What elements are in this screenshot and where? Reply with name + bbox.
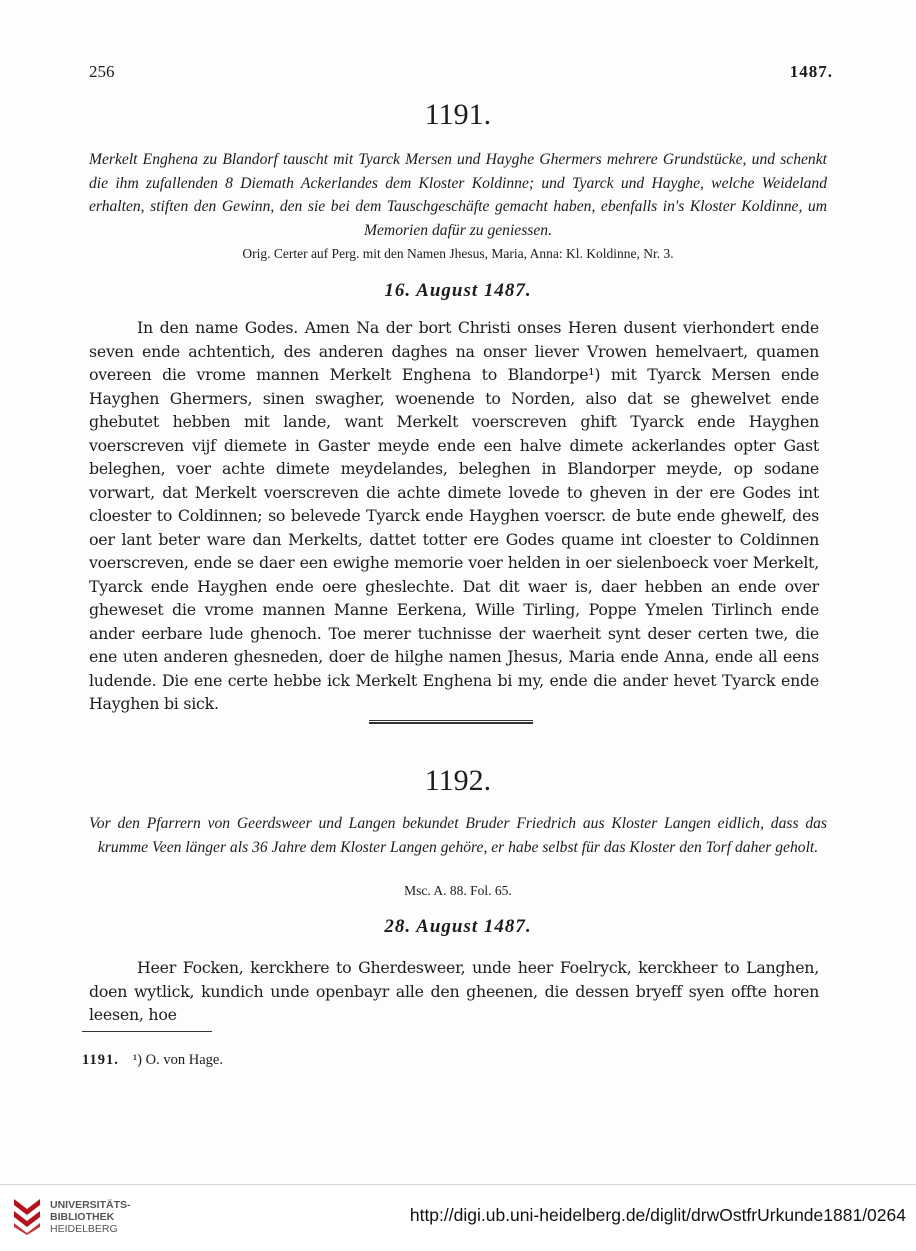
section-divider [369, 720, 533, 724]
summary-1192: Vor den Pfarrern von Geerdsweer und Langen bekundet Bruder Friedrich aus Kloster Langen eidlich, dass das krumme Veen länger als 36 Jahre dem Kloster Langen gehöre, er habe selbst für das Kloster den Torf daher geholt. [89, 815, 827, 856]
footnote-text: ¹) O. von Hage. [132, 1052, 223, 1068]
page-number: 256 [89, 62, 115, 81]
date-1192: 28. August 1487. [384, 916, 532, 937]
footnote [82, 1052, 223, 1069]
body-text-1192 [89, 956, 819, 1027]
charter-text-1191: In den name Godes. Amen Na der bort Christi onses Heren dusent vierhondert ende seven ende achtentich, des anderen daghes na onser liever Vrowen hemelvaert, quamen overeen die vrome mannen Merkelt Enghena to Blandorpe¹) mit Tyarck Mersen ende Hayghen Ghermers, sinen swagher, woenende to Norden, also dat se ghewelvet ende ghebutet hebben mit lande, want Merkelt voerscreven ghift Tyarck ende Hayghen voerscreven vijf diemete in Gaster meyde ende een halve dimete ackerlandes opter Gast beleghen, voer achte dimete meydelandes, beleghen in Blandorper meyde, op sodane vorwart, dat Merkelt voerscreven die achte dimete lovede to gheven in der ere Godes int cloester to Coldinnen; so belevede Tyarck ende Hayghen voerscr. de bute ende ghewelf, des oer lant beter ware dan Merkelts, dattet totter ere Godes quame int cloester to Coldinnen voerscreven, ende se daer een ewighe memorie voer helden in oer sielenboeck voer Merkelt, Tyarck ende Hayghen ende oere gheslechte. Dat dit waer is, daer hebben an ende over gheweset die vrome mannen Manne Eerkena, Wille Tirling, Poppe Ymelen Tirlinch ende ander eerbare lude ghenoch. Toe merer tuchnisse der waerheit synt deser certen twe, die ene uten anderen ghesneden, doer de hilghe namen Jhesus, Maria ende Anna, ende all eens ludende. Die ene certe hebbe ick Merkelt Enghena bi my, ende die ander hevet Tyarck ende Hayghen bi sick. [89, 318, 819, 713]
document-number-1191: 1191. [424, 98, 492, 131]
header-year: 1487. [789, 62, 833, 81]
permalink-url[interactable]: http://digi.ub.uni-heidelberg.de/diglit/drwOstfrUrkunde1881/0264 [409, 1205, 906, 1225]
logo-line-2: BIBLIOTHEK [50, 1211, 115, 1223]
document-number-1192: 1192. [424, 764, 492, 797]
library-logo-text [50, 1199, 131, 1235]
logo-line-1: UNIVERSITÄTS- [50, 1199, 131, 1211]
source-1192: Msc. A. 88. Fol. 65. [404, 883, 512, 898]
charter-text-1192: Heer Focken, kerckhere to Gherdesweer, unde heer Foelryck, kerckheer to Langhen, doen wytlick, kundich unde openbayr alle den gheenen, die dessen bryeff syen offte horen leesen, hoe [89, 958, 819, 1024]
university-library-logo-icon [12, 1195, 42, 1235]
footnote-number: 1191. [82, 1052, 119, 1068]
viewer-footer [0, 1184, 916, 1251]
logo-line-3: HEIDELBERG [50, 1223, 118, 1235]
source-1191: Orig. Certer auf Perg. mit den Namen Jhesus, Maria, Anna: Kl. Koldinne, Nr. 3. [242, 246, 674, 261]
summary-1191: Merkelt Enghena zu Blandorf tauscht mit Tyarck Mersen und Hayghe Ghermers mehrere Grundstücke, und schenkt die ihm zufallenden 8 Diemath Ackerlandes dem Kloster Koldinne; und Tyarck und Hayghe, welche Weideland erhalten, stiften den Gewinn, den sie bei dem Tauschgeschäfte gemacht haben, ebenfalls in's Kloster Koldinne, um Memorien dafür zu geniessen. [89, 151, 827, 239]
date-1191: 16. August 1487. [384, 280, 532, 301]
footnote-rule [82, 1031, 212, 1032]
body-text-1191 [89, 316, 819, 716]
